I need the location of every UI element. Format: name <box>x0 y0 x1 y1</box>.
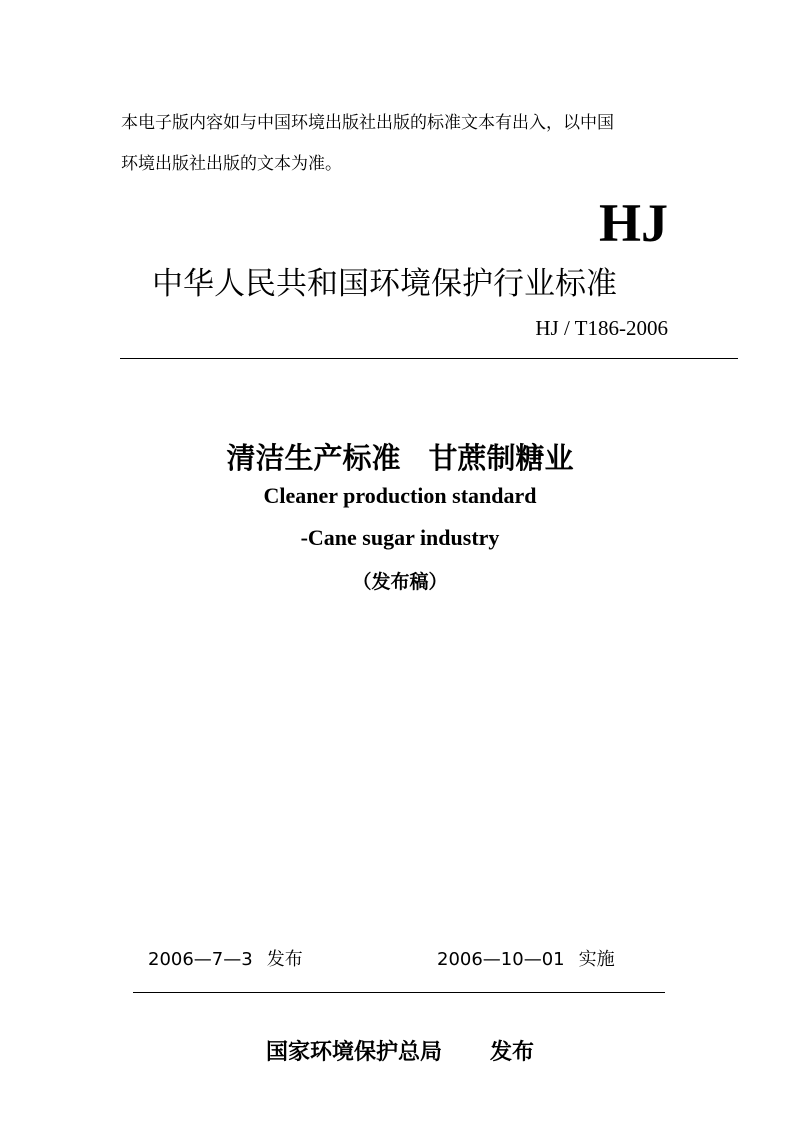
issue-date-block <box>148 945 303 971</box>
hj-mark: HJ <box>598 193 668 253</box>
bottom-divider <box>133 992 665 993</box>
effective-label: 实施 <box>578 949 615 970</box>
standard-category-title: 中华人民共和国环境保护行业标准 <box>152 266 617 302</box>
standard-number: HJ / T186-2006 <box>535 316 668 340</box>
document-title-zh <box>0 436 800 477</box>
title-zh-part1: 清洁生产标准 <box>226 441 401 475</box>
effective-date-block <box>437 945 615 971</box>
document-title-en-line1: Cleaner production standard <box>263 483 537 508</box>
issuer-line <box>0 1035 800 1066</box>
draft-label: （发布稿） <box>352 571 448 593</box>
issue-date: 2006—7—3 <box>148 949 253 970</box>
notice-line-1: 本电子版内容如与中国环境出版社出版的标准文本有出入，以中国 <box>121 113 614 133</box>
document-title-en-line2: -Cane sugar industry <box>300 525 500 550</box>
effective-date: 2006—10—01 <box>437 949 565 970</box>
title-zh-part2: 甘蔗制糖业 <box>428 441 574 475</box>
issuer-action: 发布 <box>490 1040 535 1065</box>
notice-line-2: 环境出版社出版的文本为准。 <box>121 154 342 174</box>
issue-label: 发布 <box>266 949 303 970</box>
top-divider <box>120 358 738 359</box>
issuer-name: 国家环境保护总局 <box>265 1040 442 1065</box>
